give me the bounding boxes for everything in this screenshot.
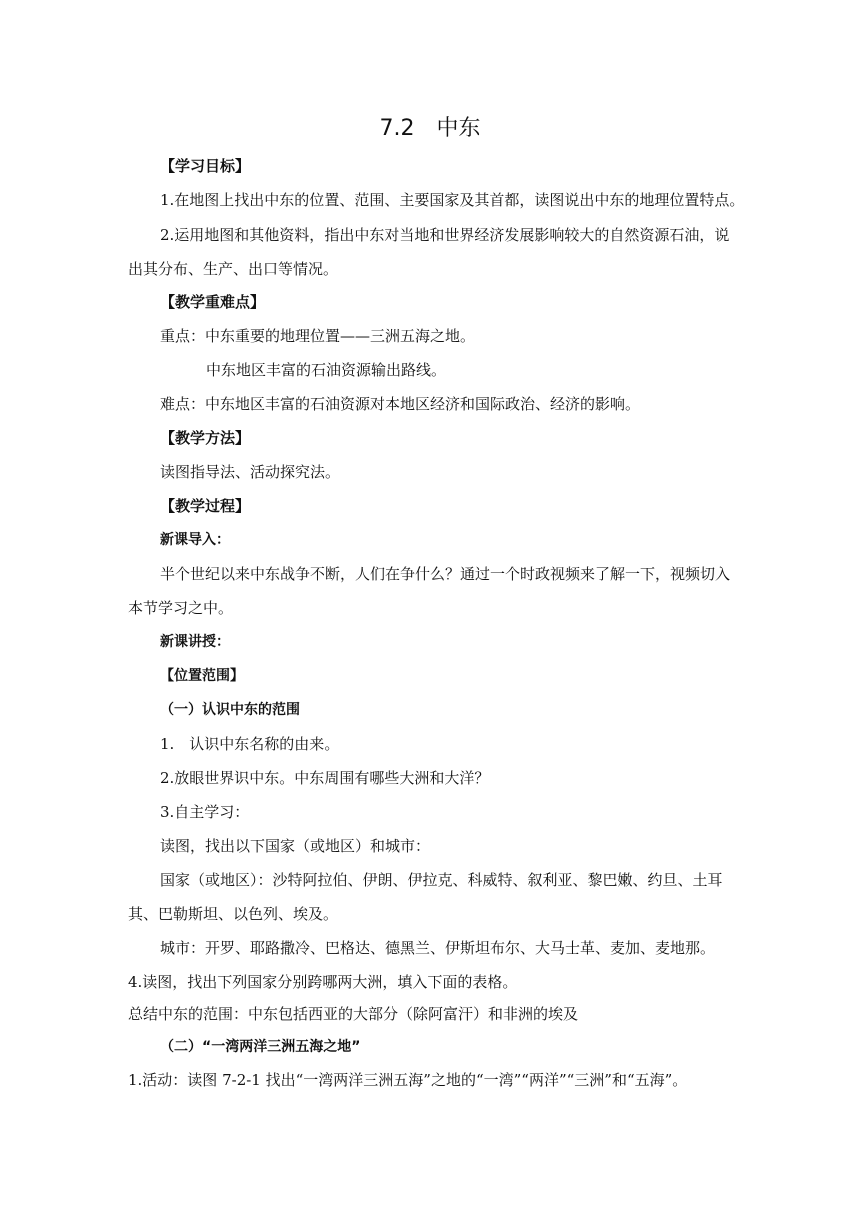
subheading-intro: 新课导入： bbox=[160, 532, 230, 548]
section-heading-objectives: 【学习目标】 bbox=[160, 157, 251, 175]
cities-list: 城市：开罗、耶路撒冷、巴格达、德黑兰、伊斯坦布尔、大马士革、麦加、麦地那。 bbox=[160, 939, 716, 957]
read-map-instruction: 读图，找出以下国家（或地区）和城市： bbox=[160, 837, 431, 855]
objective-1: 1.在地图上找出中东的位置、范围、主要国家及其首都，读图说出中东的地理位置特点。 bbox=[160, 191, 745, 209]
subheading-bay-oceans: （二）“一湾两洋三洲五海之地” bbox=[160, 1039, 361, 1055]
keypoint-focus-2: 中东地区丰富的石油资源输出路线。 bbox=[206, 361, 447, 379]
intro-text-cont: 本节学习之中。 bbox=[128, 599, 234, 617]
activity-1: 1.活动：读图 7-2-1 找出“一湾两洋三洲五海”之地的“一湾”“两洋”“三洲”和“五海”。 bbox=[128, 1071, 688, 1089]
methods-text: 读图指导法、活动探究法。 bbox=[160, 463, 341, 481]
section-heading-process: 【教学过程】 bbox=[160, 497, 251, 515]
intro-text: 半个世纪以来中东战争不断，人们在争什么？通过一个时政视频来了解一下，视频切入 bbox=[160, 565, 731, 583]
item-3: 3.自主学习： bbox=[160, 803, 250, 821]
subheading-location: 【位置范围】 bbox=[160, 668, 244, 684]
subheading-range: （一）认识中东的范围 bbox=[160, 702, 300, 718]
range-summary: 总结中东的范围：中东包括西亚的大部分（除阿富汗）和非洲的埃及 bbox=[128, 1005, 579, 1023]
subheading-lecture: 新课讲授： bbox=[160, 634, 230, 650]
item-4: 4.读图，找出下列国家分别跨哪两大洲，填入下面的表格。 bbox=[128, 973, 518, 991]
countries-list: 国家（或地区）：沙特阿拉伯、伊朗、伊拉克、科威特、叙利亚、黎巴嫩、约旦、土耳 bbox=[160, 871, 723, 889]
item-2: 2.放眼世界识中东。中东周围有哪些大洲和大洋？ bbox=[160, 769, 490, 787]
countries-list-cont: 其、巴勒斯坦、以色列、埃及。 bbox=[128, 905, 339, 923]
objective-2: 2.运用地图和其他资料，指出中东对当地和世界经济发展影响较大的自然资源石油，说 bbox=[160, 226, 730, 244]
item-1: 1. 认识中东名称的由来。 bbox=[160, 735, 340, 753]
page-title: 7.2 中东 bbox=[379, 116, 481, 141]
keypoint-difficulty: 难点：中东地区丰富的石油资源对本地区经济和国际政治、经济的影响。 bbox=[160, 395, 641, 413]
keypoint-focus: 重点：中东重要的地理位置——三洲五海之地。 bbox=[160, 327, 476, 345]
section-heading-methods: 【教学方法】 bbox=[160, 429, 251, 447]
section-heading-keypoints: 【教学重难点】 bbox=[160, 293, 266, 311]
objective-2-cont: 出其分布、生产、出口等情况。 bbox=[128, 260, 339, 278]
